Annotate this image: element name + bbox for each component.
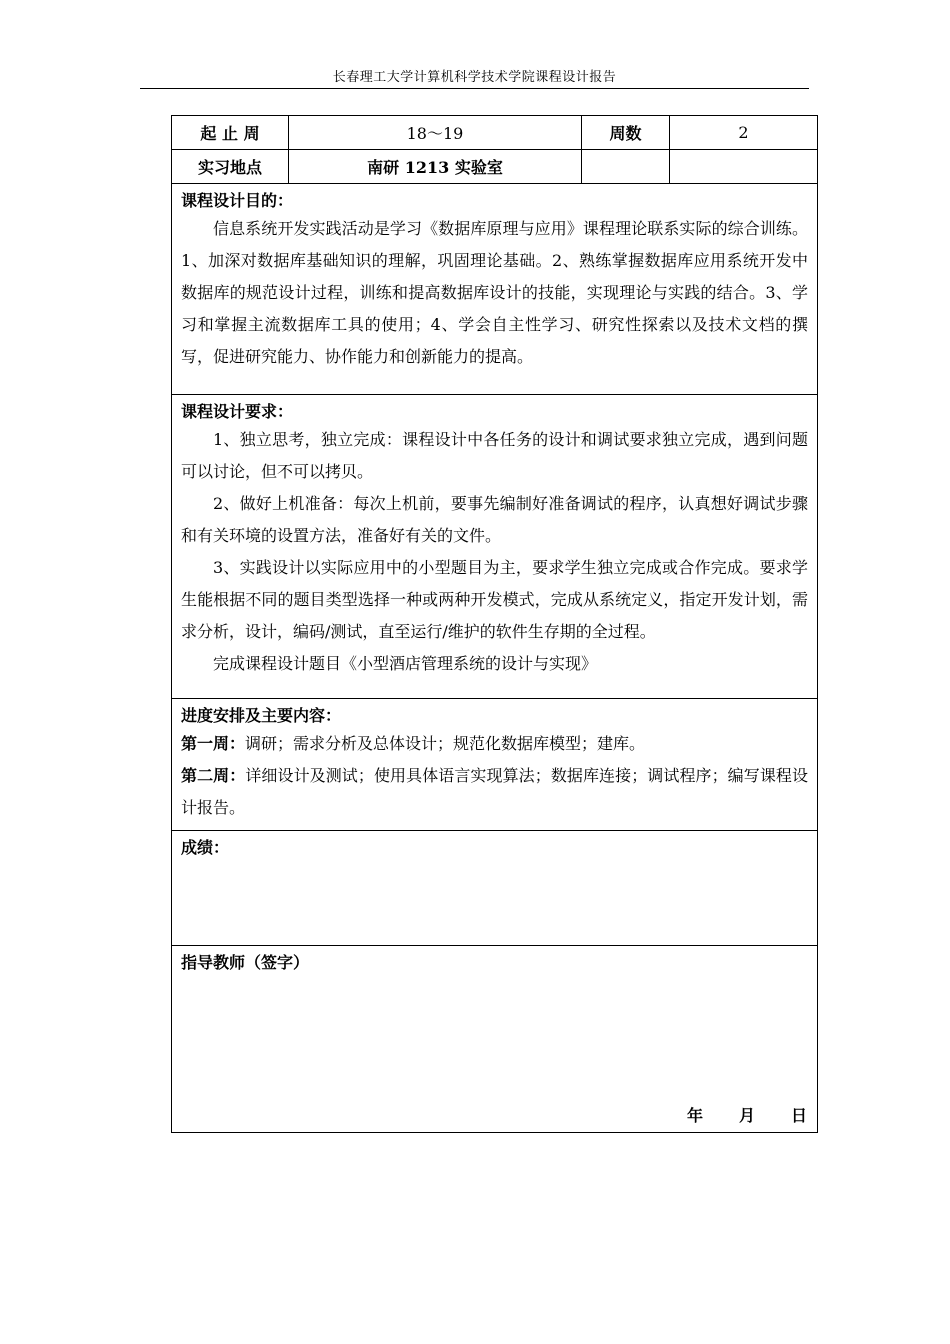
weeks-value: 18～19 [289, 116, 582, 150]
location-extra-label [582, 150, 670, 184]
schedule-section [172, 699, 818, 831]
week1-label: 第一周： [181, 734, 246, 753]
grade-section [172, 831, 818, 946]
requirement-item-3: 3、实践设计以实际应用中的小型题目为主，要求学生独立完成或合作完成。要求学生能根据不同的题目类型选择一种或两种开发模式，完成从系统定义，指定开发计划，需求分析，设计，编码/测试，直至运行/维护的软件生存期的全过程。 [181, 558, 808, 641]
purpose-title: 课程设计目的： [181, 191, 294, 210]
page-header-title: 长春理工大学计算机科学技术学院课程设计报告 [332, 70, 617, 85]
week-count-label: 周数 [582, 116, 670, 150]
location-label: 实习地点 [172, 150, 289, 184]
schedule-week1 [172, 728, 817, 760]
week2-text: 详细设计及测试；使用具体语言实现算法；数据库连接；调试程序；编写课程设计报告。 [181, 766, 808, 817]
grade-title: 成绩： [181, 838, 230, 857]
location-value: 南研 1213 实验室 [289, 150, 582, 184]
date-day: 日 [790, 1106, 807, 1125]
date-month: 月 [738, 1106, 755, 1125]
requirement-item-2: 2、做好上机准备：每次上机前，要事先编制好准备调试的程序，认真想好调试步骤和有关环境的设置方法，准备好有关的文件。 [181, 494, 808, 545]
requirement-item-1: 1、独立思考，独立完成：课程设计中各任务的设计和调试要求独立完成，遇到问题可以讨论，但不可以拷贝。 [181, 430, 808, 481]
requirements-section [172, 395, 818, 699]
requirements-title: 课程设计要求： [181, 402, 294, 421]
info-row-location [172, 150, 818, 184]
header-rule [140, 88, 809, 89]
week1-text: 调研；需求分析及总体设计；规范化数据库模型；建库。 [245, 734, 646, 753]
report-table [171, 115, 818, 1133]
week2-label: 第二周： [181, 766, 246, 785]
schedule-week2 [172, 760, 817, 824]
location-extra-value [670, 150, 818, 184]
info-row-weeks [172, 116, 818, 150]
signature-title: 指导教师（签字） [181, 953, 310, 972]
signature-section [172, 946, 818, 1133]
requirement-item-topic: 完成课程设计题目《小型酒店管理系统的设计与实现》 [213, 654, 598, 673]
date-year: 年 [686, 1106, 703, 1125]
purpose-text: 信息系统开发实践活动是学习《数据库原理与应用》课程理论联系实际的综合训练。1、加深对数据库基础知识的理解，巩固理论基础。2、熟练掌握数据库应用系统开发中数据库的规范设计过程，训练和提高数据库设计的技能，实现理论与实践的结合。3、学习和掌握主流数据库工具的使用；4、学会自主性学习、研究性探索以及技术文档的撰写，促进研究能力、协作能力和创新能力的提高。 [181, 219, 808, 366]
purpose-section [172, 184, 818, 395]
weeks-label: 起 止 周 [172, 116, 289, 150]
signature-date [687, 1103, 807, 1126]
schedule-title: 进度安排及主要内容： [181, 706, 342, 725]
week-count-value: 2 [670, 116, 818, 150]
